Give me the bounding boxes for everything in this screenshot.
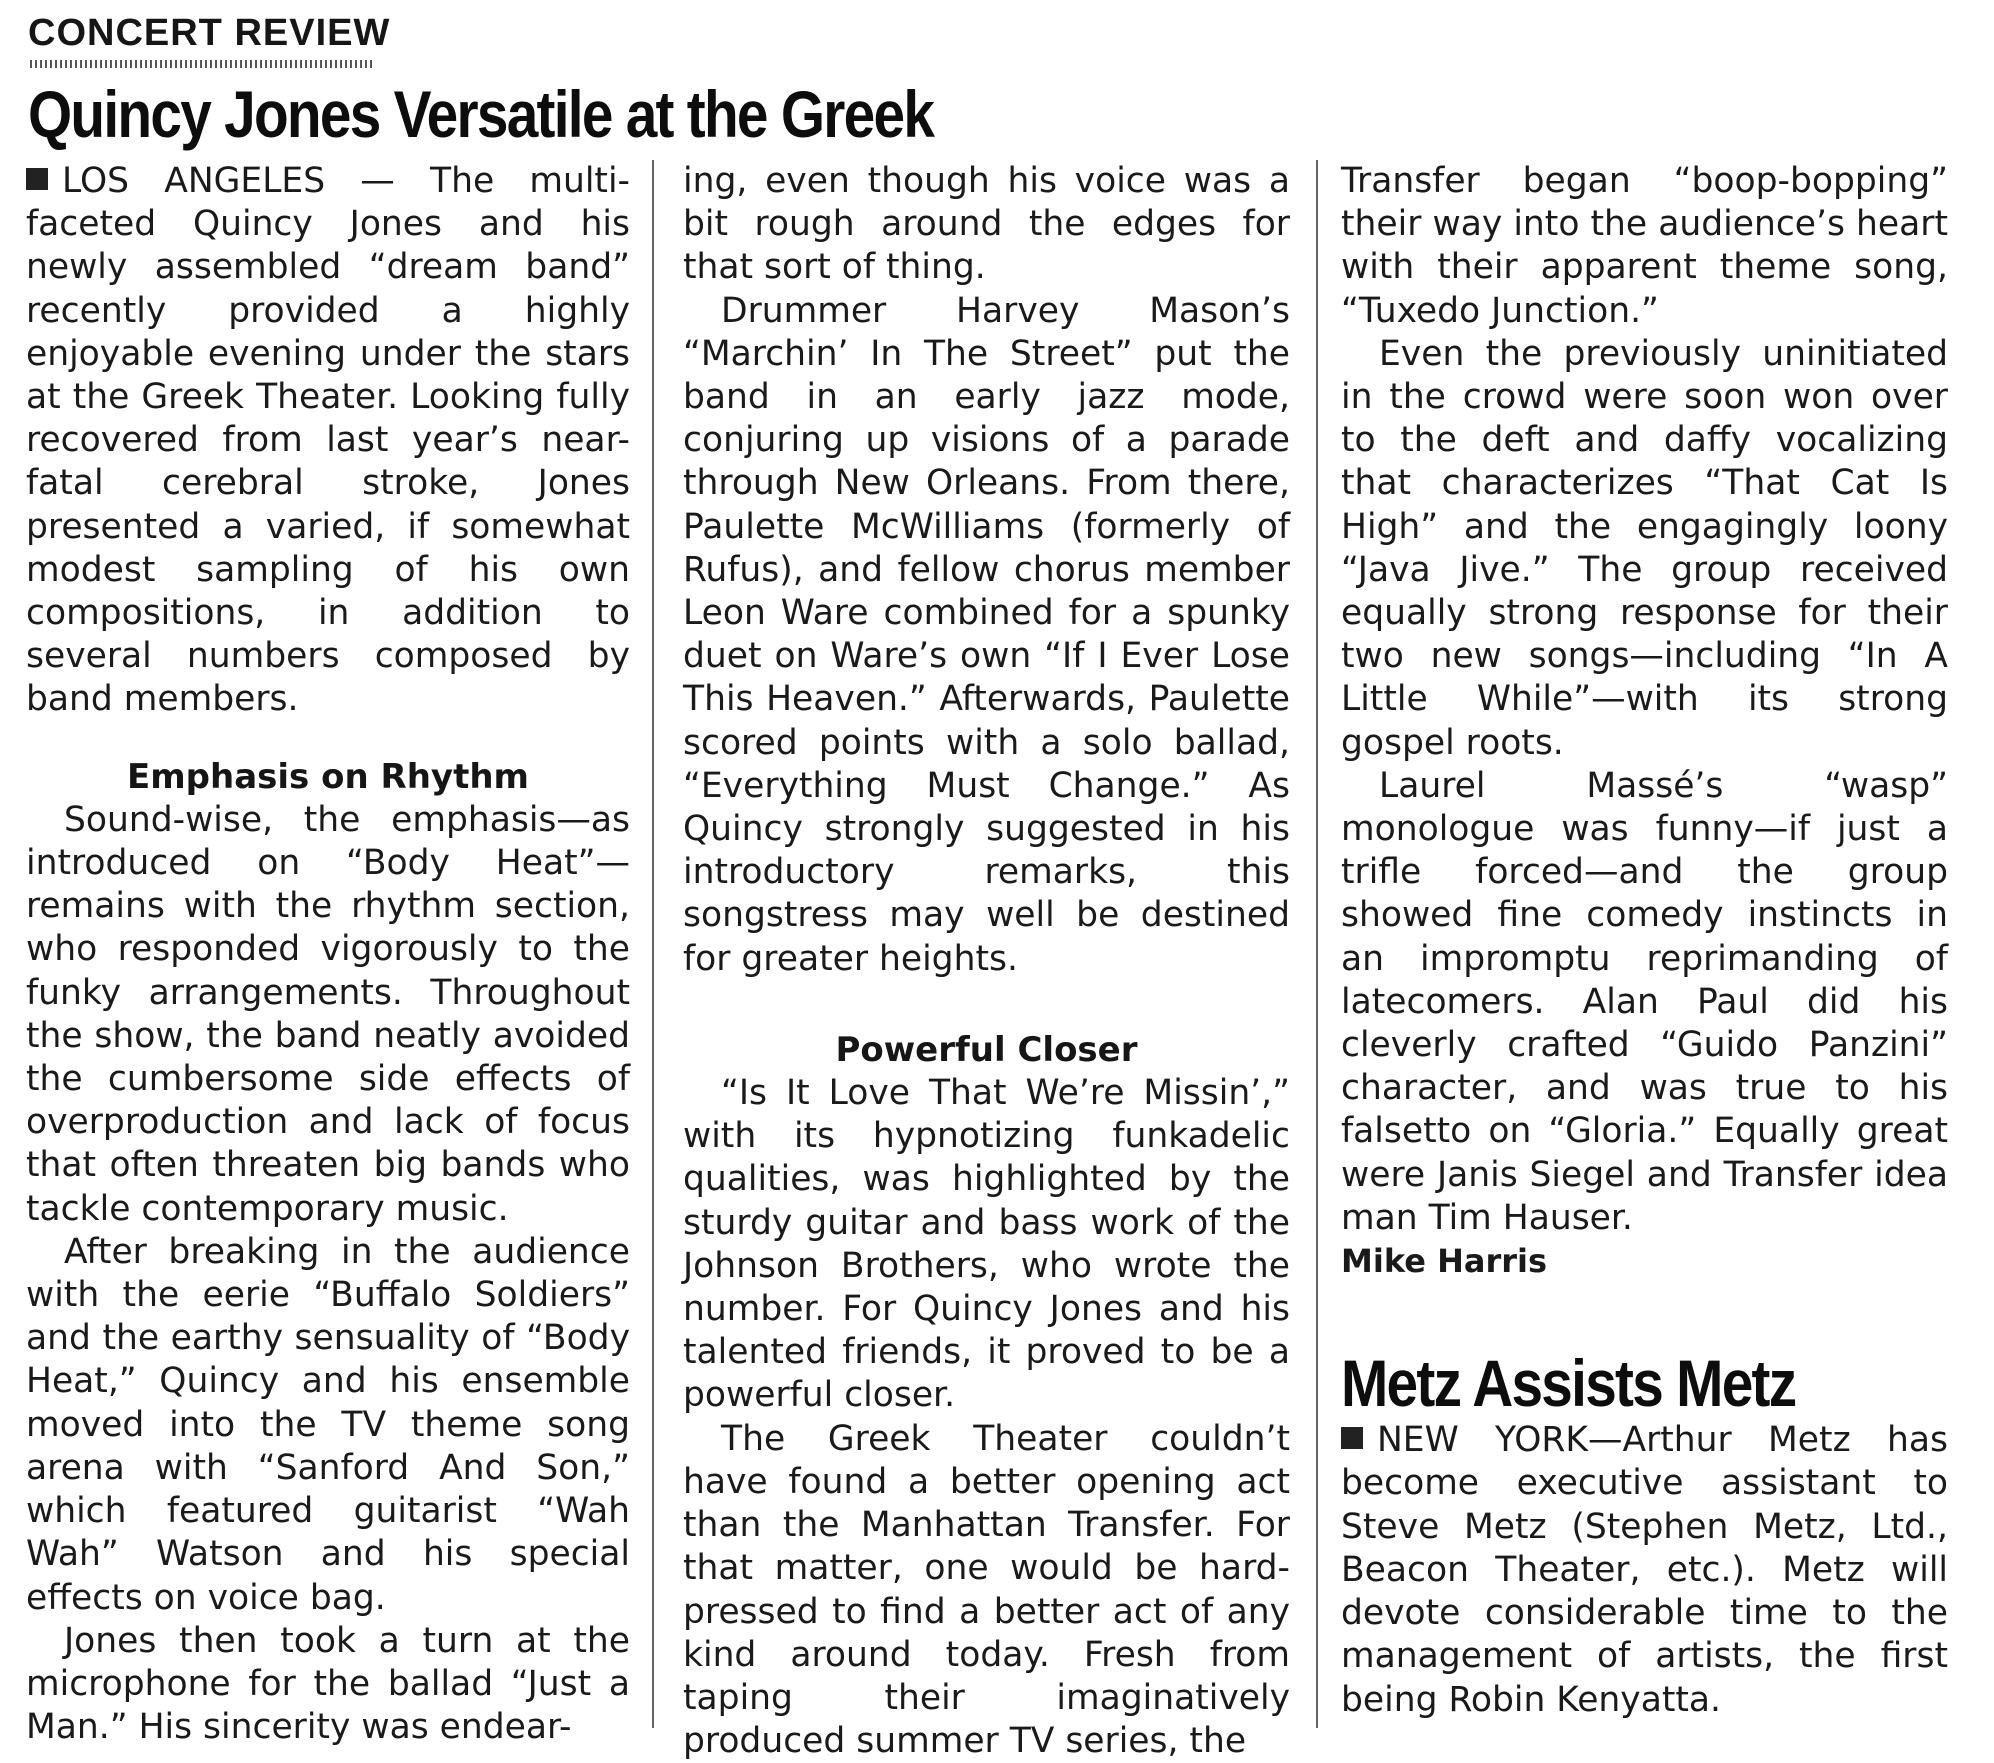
- column-rule: [652, 160, 654, 1728]
- paragraph: Even the previously uninitiated in the crowd were soon won over to the deft and daffy vocalizing that characterizes “That Cat Is High” and the engagingly loony “Java Jive.” The group received equally strong response for their two new songs—including “In A Little While”—with its strong gospel roots.: [1341, 333, 1948, 763]
- bullet-icon: [26, 168, 48, 190]
- section-label-rule: [30, 60, 372, 68]
- dateline-paragraph: LOS ANGELES — The multi-faceted Quincy Jones and his newly assembled “dream band” recently provided a highly enjoyable evening under the stars at the Greek Theater. Looking fully recovered from last year’s near-fatal cerebral stroke, Jones presented a varied, if somewhat modest sampling of his own compositions, in addition to several numbers composed by band members.: [26, 161, 630, 720]
- column-1: [26, 160, 630, 1749]
- headline: Quincy Jones Versatile at the Greek: [28, 77, 934, 151]
- paragraph: “Is It Love That We’re Missin’,” with its hypnotizing funkadelic qualities, was highlighted by the sturdy guitar and bass work of the Johnson Brothers, who wrote the number. For Quincy Jones and his talented friends, it proved to be a powerful closer.: [683, 1073, 1290, 1416]
- paragraph: Sound-wise, the emphasis—as introduced on “Body Heat”—remains with the rhythm section, who responded vigorously to the funky arrangements. Throughout the show, the band neatly avoided the cumbersome side effects of overproduction and lack of focus that often threaten big bands who tackle contemporary music.: [26, 799, 630, 1229]
- paragraph: The Greek Theater couldn’t have found a better opening act than the Manhattan Transfer. For that matter, one would be hard-pressed to find a better act of any kind around today. Fresh from taping their imaginatively produced summer TV series, the: [683, 1418, 1290, 1762]
- subhead-emphasis-on-rhythm: Emphasis on Rhythm: [127, 756, 529, 797]
- paragraph: [26, 160, 630, 722]
- paragraph: Drummer Harvey Mason’s “Marchin’ In The Street” put the band in an early jazz mode, conjuring up visions of a parade through New Orleans. From there, Paulette McWilliams (formerly of Rufus), and fellow chorus member Leon Ware combined for a spunky duet on Ware’s own “If I Ever Lose This Heaven.” Afterwards, Paulette scored points with a solo ballad, “Everything Must Change.” As Quincy strongly suggested in his introductory remarks, this songstress may well be destined for greater heights.: [683, 290, 1290, 979]
- dateline-paragraph: NEW YORK—Arthur Metz has become executive assistant to Steve Metz (Stephen Metz, Ltd., Beacon Theater, etc.). Metz will devote considerable time to the management of artists, the first being Robin Kenyatta.: [1341, 1420, 1948, 1720]
- subhead-powerful-closer: Powerful Closer: [835, 1029, 1138, 1070]
- section-label: CONCERT REVIEW: [28, 12, 391, 54]
- column-3: [1341, 160, 1948, 1722]
- headline-metz-assists-metz: Metz Assists Metz: [1341, 1346, 1796, 1421]
- paragraph: Jones then took a turn at the microphone for the ballad “Just a Man.” His sincerity was endear-: [26, 1620, 630, 1748]
- paragraph: After breaking in the audience with the eerie “Buffalo Soldiers” and the earthy sensuality of “Body Heat,” Quincy and his ensemble moved into the TV theme song arena with “Sanford And Son,” which featured guitarist “Wah Wah” Watson and his special effects on voice bag.: [26, 1231, 630, 1618]
- column-2: [683, 160, 1290, 1763]
- byline: Mike Harris: [1341, 1242, 1548, 1281]
- bullet-icon: [1341, 1427, 1363, 1449]
- paragraph: Transfer began “boop-bopping” their way into the audience’s heart with their apparent theme song, “Tuxedo Junction.”: [1341, 161, 1948, 331]
- paragraph: Laurel Massé’s “wasp” monologue was funny—if just a trifle forced—and the group showed fine comedy instincts in an impromptu reprimanding of latecomers. Alan Paul did his cleverly crafted “Guido Panzini” character, and was true to his falsetto on “Gloria.” Equally great were Janis Siegel and Transfer idea man Tim Hauser.: [1341, 765, 1948, 1238]
- paragraph: ing, even though his voice was a bit rough around the edges for that sort of thing.: [683, 161, 1290, 288]
- column-rule: [1316, 160, 1318, 1728]
- paragraph: [1341, 1419, 1948, 1721]
